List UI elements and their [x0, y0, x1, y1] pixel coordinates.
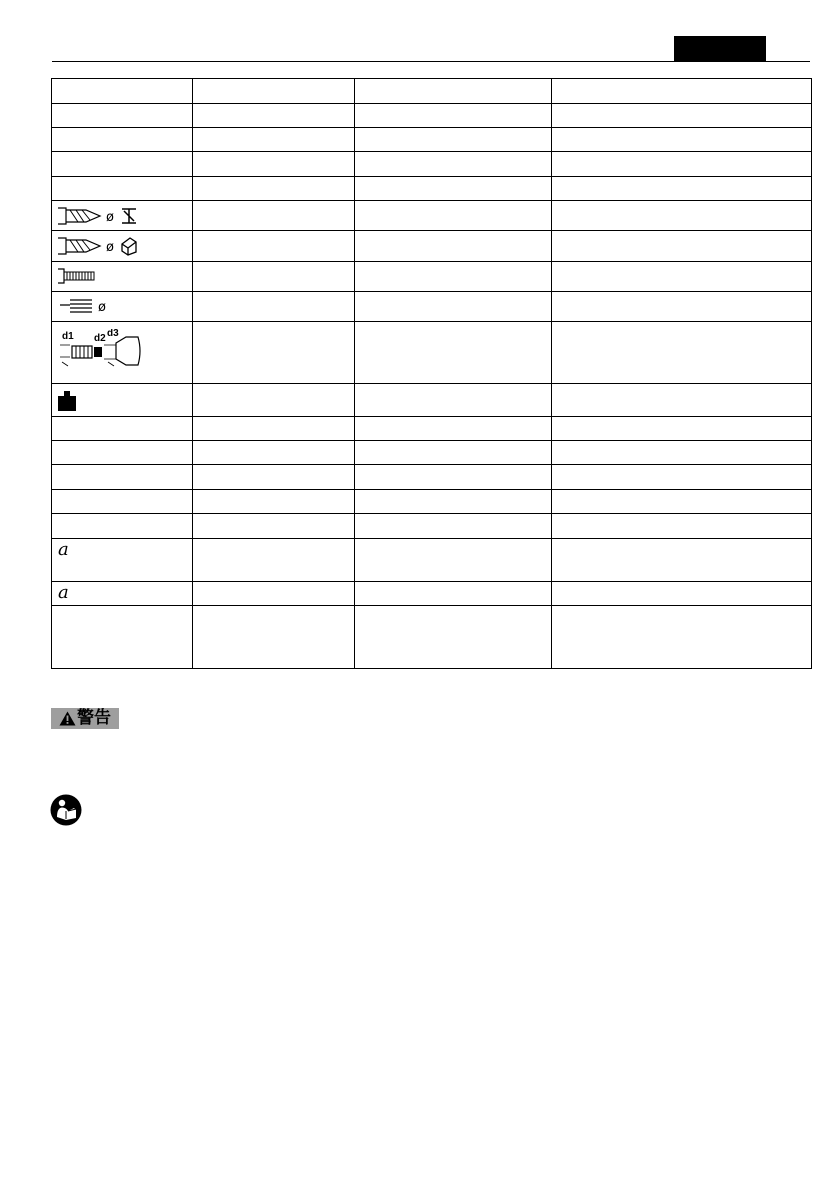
drill-wood-icon — [56, 236, 142, 256]
vibration-a-icon: a — [58, 539, 69, 560]
table-row — [52, 152, 812, 177]
d1-label: d1 — [62, 331, 74, 342]
table-cell — [52, 606, 193, 669]
table-cell — [193, 441, 355, 465]
table-cell — [52, 417, 193, 441]
read-manual-icon — [50, 794, 82, 826]
table-row — [52, 231, 812, 262]
diameter-symbol: ø — [106, 210, 114, 225]
table-cell — [355, 104, 552, 128]
table-row — [52, 79, 812, 104]
table-cell — [52, 490, 193, 514]
table-cell — [552, 441, 812, 465]
table-cell — [193, 322, 355, 384]
table-cell — [552, 79, 812, 104]
header-rule — [52, 61, 810, 62]
table-cell — [355, 322, 552, 384]
header-tab — [674, 36, 766, 61]
table-row — [52, 441, 812, 465]
table-cell — [552, 322, 812, 384]
warning-triangle-icon — [59, 711, 76, 726]
table-cell — [193, 292, 355, 322]
table-cell — [355, 177, 552, 201]
table-cell — [52, 514, 193, 539]
table-cell — [193, 490, 355, 514]
weight-icon — [56, 390, 78, 412]
table-cell — [552, 606, 812, 669]
table-cell — [193, 231, 355, 262]
table-cell — [552, 262, 812, 292]
symbol-cell — [52, 384, 193, 417]
table-cell — [52, 128, 193, 152]
table-cell — [52, 104, 193, 128]
table-row — [52, 384, 812, 417]
symbol-cell — [52, 201, 193, 231]
table-row — [52, 177, 812, 201]
table-cell — [355, 201, 552, 231]
svg-text:ø: ø — [106, 240, 114, 255]
table-cell — [52, 177, 193, 201]
table-cell — [355, 441, 552, 465]
d3-label: d3 — [107, 329, 119, 339]
table-cell — [552, 384, 812, 417]
table-row — [52, 539, 812, 582]
table-cell — [355, 539, 552, 582]
table-cell — [193, 79, 355, 104]
table-row — [52, 465, 812, 490]
table-cell — [193, 128, 355, 152]
table-cell — [52, 441, 193, 465]
symbol-cell — [52, 539, 193, 582]
table-cell — [355, 514, 552, 539]
table-row — [52, 606, 812, 669]
table-row — [52, 128, 812, 152]
table-cell — [355, 292, 552, 322]
table-row — [52, 322, 812, 384]
table-cell — [552, 582, 812, 606]
svg-text:ø: ø — [98, 300, 106, 314]
screw-diameter-icon — [56, 298, 126, 314]
table-row — [52, 201, 812, 231]
table-cell — [52, 465, 193, 490]
table-cell — [193, 384, 355, 417]
table-cell — [52, 79, 193, 104]
table-cell — [355, 152, 552, 177]
table-cell — [552, 152, 812, 177]
table-row — [52, 490, 812, 514]
table-cell — [355, 606, 552, 669]
table-cell — [355, 490, 552, 514]
table-cell — [552, 292, 812, 322]
table-cell — [355, 384, 552, 417]
tapping-icon — [56, 267, 106, 285]
table-cell — [193, 582, 355, 606]
table-cell — [193, 606, 355, 669]
table-cell — [193, 465, 355, 490]
table-row — [52, 292, 812, 322]
table-row — [52, 262, 812, 292]
table-cell — [552, 539, 812, 582]
table-cell — [193, 201, 355, 231]
chuck-dimensions-icon — [56, 329, 146, 369]
table-cell — [193, 417, 355, 441]
table-cell — [552, 201, 812, 231]
table-cell — [552, 177, 812, 201]
table-cell — [193, 262, 355, 292]
table-row — [52, 104, 812, 128]
drill-steel-icon — [56, 206, 142, 226]
table-cell — [355, 465, 552, 490]
table-cell — [355, 231, 552, 262]
table-cell — [355, 79, 552, 104]
table-cell — [552, 465, 812, 490]
table-cell — [355, 128, 552, 152]
table-cell — [552, 128, 812, 152]
table-cell — [193, 539, 355, 582]
table-cell — [552, 490, 812, 514]
table-cell — [355, 417, 552, 441]
table-cell — [355, 582, 552, 606]
symbol-cell — [52, 231, 193, 262]
table-cell — [193, 152, 355, 177]
table-cell — [552, 231, 812, 262]
table-cell — [355, 262, 552, 292]
table-cell — [193, 177, 355, 201]
table-row — [52, 582, 812, 606]
symbol-cell — [52, 322, 193, 384]
table-cell — [552, 104, 812, 128]
vibration-a-icon: a — [58, 582, 69, 603]
spec-table — [51, 78, 812, 669]
d2-label: d2 — [94, 333, 106, 344]
table-cell — [52, 152, 193, 177]
table-cell — [193, 514, 355, 539]
table-cell — [552, 514, 812, 539]
symbol-cell — [52, 262, 193, 292]
table-cell — [193, 104, 355, 128]
warning-text: 警告 — [77, 708, 111, 728]
warning-label — [51, 708, 119, 729]
table-row — [52, 514, 812, 539]
table-row — [52, 417, 812, 441]
symbol-cell — [52, 292, 193, 322]
table-cell — [552, 417, 812, 441]
symbol-cell — [52, 582, 193, 606]
